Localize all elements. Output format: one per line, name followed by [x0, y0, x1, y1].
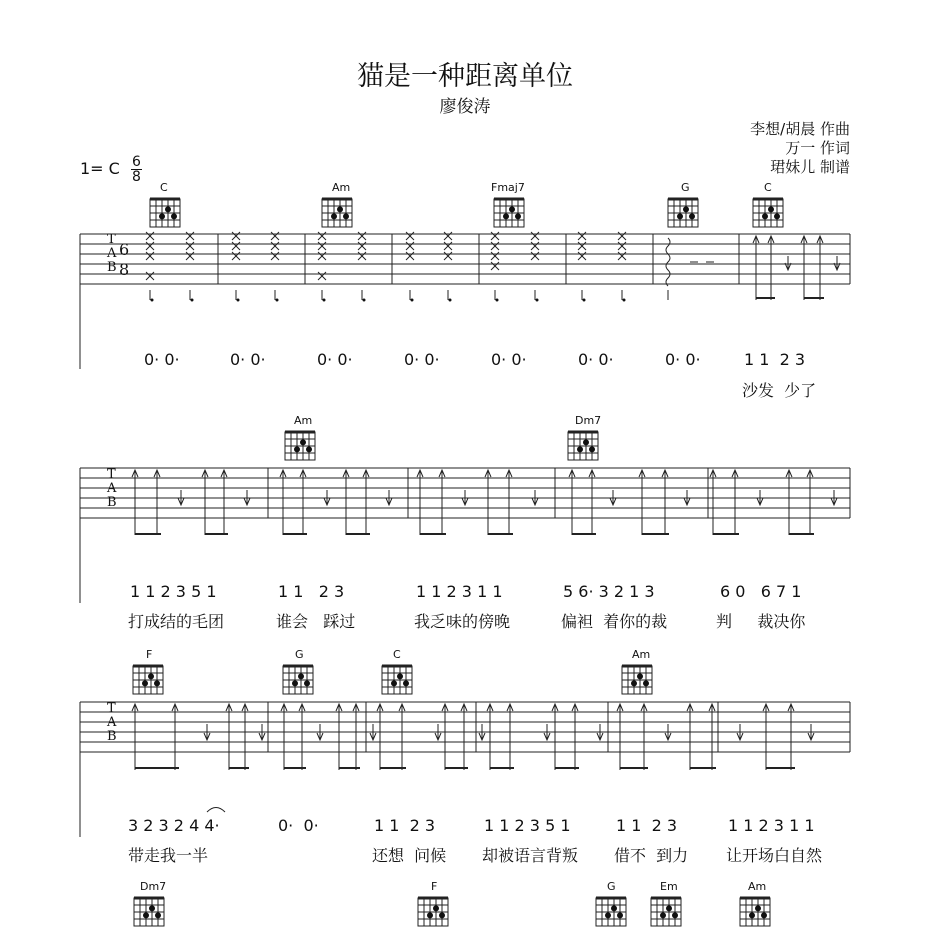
chord-finger: [306, 446, 312, 452]
tab-time-signature: [119, 240, 129, 280]
lyric-line: 偏袒 着你的裁: [561, 612, 668, 631]
tab-letter: A: [107, 481, 117, 496]
chord-finger: [611, 905, 617, 911]
chord-finger: [583, 439, 589, 445]
dot: [449, 299, 452, 302]
dot: [237, 299, 240, 302]
lyric-line: 让开场白自然: [726, 846, 823, 865]
notation-measure: 0· 0·: [230, 350, 266, 369]
dot: [411, 299, 414, 302]
chord-name: F: [431, 880, 438, 893]
notation-measure: 1 1 2 3: [744, 350, 806, 369]
dot: [151, 299, 154, 302]
chord-finger: [515, 213, 521, 219]
notation-measure: 0· 0·: [278, 816, 319, 835]
chord-finger: [292, 680, 298, 686]
chord-finger: [300, 439, 306, 445]
tab-letter: A: [107, 246, 117, 261]
chord-name: F: [146, 648, 153, 661]
chord-finger: [637, 673, 643, 679]
chord-finger: [509, 206, 515, 212]
dot: [323, 299, 326, 302]
dot: [496, 299, 499, 302]
chord-name: Dm7: [575, 414, 602, 427]
chord-finger: [391, 680, 397, 686]
chord-name: G: [295, 648, 304, 661]
lyric-line: 却被语言背叛: [482, 846, 579, 865]
chord-name: G: [607, 880, 616, 893]
chord-finger: [683, 206, 689, 212]
chord-finger: [617, 912, 623, 918]
tab-letter: A: [107, 715, 117, 730]
chord-finger: [755, 905, 761, 911]
chord-finger: [155, 912, 161, 918]
chord-name: Am: [748, 880, 767, 893]
song-title: 猫是一种距离单位: [357, 61, 573, 92]
lyricist-credit: 万一 作词: [785, 139, 850, 157]
chord-finger: [433, 905, 439, 911]
chord-finger: [149, 905, 155, 911]
notation-measure: 1 1 2 3: [374, 816, 436, 835]
chord-finger: [159, 213, 165, 219]
chord-finger: [143, 912, 149, 918]
chord-finger: [304, 680, 310, 686]
chord-name: Dm7: [140, 880, 167, 893]
chord-finger: [577, 446, 583, 452]
chord-finger: [142, 680, 148, 686]
notation-measure: 0· 0·: [144, 350, 180, 369]
notation-measure: 1 1 2 3: [278, 582, 345, 601]
notation-measure: 0· 0·: [317, 350, 353, 369]
lyric-line: 打成结的毛团: [128, 612, 225, 631]
chord-finger: [439, 912, 445, 918]
song-artist: 廖俊涛: [439, 97, 491, 117]
chord-finger: [148, 673, 154, 679]
chord-finger: [762, 213, 768, 219]
chord-finger: [768, 206, 774, 212]
tab-clef: [107, 233, 117, 275]
notation-measure: 0· 0·: [491, 350, 527, 369]
chord-finger: [171, 213, 177, 219]
lyric-line: 借不 到力: [614, 846, 689, 865]
tab-letter: T: [107, 232, 116, 247]
dot: [276, 299, 279, 302]
notation-measure: 1 1 2 3: [616, 816, 678, 835]
notation-measure: 3 2 3 2 4 4·: [128, 816, 220, 835]
lyric-line: 谁会 踩过: [276, 612, 356, 631]
arpeggio: [666, 238, 670, 286]
chord-name: Am: [294, 414, 313, 427]
chord-finger: [631, 680, 637, 686]
notation-measure: 0· 0·: [578, 350, 614, 369]
transcriber-credit: 珺妹儿 制谱: [770, 158, 850, 176]
chord-finger: [503, 213, 509, 219]
dot: [363, 299, 366, 302]
chord-finger: [343, 213, 349, 219]
notation-measure: 5 6· 3 2 1 3: [563, 582, 655, 601]
chord-name: Am: [632, 648, 651, 661]
notation-measure: 1 1 2 3 1 1: [728, 816, 815, 835]
chord-finger: [397, 673, 403, 679]
tab-letter: B: [107, 729, 117, 744]
chord-finger: [165, 206, 171, 212]
tab-time-num: 6: [119, 240, 130, 259]
chord-name: Fmaj7: [491, 181, 525, 194]
notation-measure: 0· 0·: [665, 350, 701, 369]
time-numerator: 6: [131, 154, 141, 170]
lyric-line: 判 裁决你: [716, 612, 806, 631]
tab-letter: T: [107, 467, 116, 482]
chord-name: Am: [332, 181, 351, 194]
time-denominator: 8: [131, 169, 141, 185]
chord-finger: [689, 213, 695, 219]
tab-clef: [107, 702, 117, 744]
chord-finger: [761, 912, 767, 918]
chord-name: C: [160, 181, 168, 194]
lyric-line: 带走我一半: [128, 846, 209, 865]
slur: [207, 808, 225, 813]
composer-credit: 李想/胡晨 作曲: [750, 120, 850, 138]
dot: [191, 299, 194, 302]
lyric-line: 我乏味的傍晚: [414, 612, 511, 631]
notation-measure: 1 1 2 3 5 1: [484, 816, 571, 835]
chord-name: G: [681, 181, 690, 194]
chord-finger: [774, 213, 780, 219]
tab-clef: [107, 468, 117, 510]
key-label: 1= C: [80, 159, 120, 178]
tab-letter: B: [107, 260, 117, 275]
dot: [623, 299, 626, 302]
notation-measure: 6 0 6 7 1: [720, 582, 802, 601]
chord-finger: [427, 912, 433, 918]
tab-letter: B: [107, 495, 117, 510]
chord-finger: [677, 213, 683, 219]
chord-finger: [666, 905, 672, 911]
chord-finger: [643, 680, 649, 686]
lyric-line: 沙发 少了: [742, 381, 817, 400]
tab-time-den: 8: [119, 260, 130, 279]
chord-finger: [403, 680, 409, 686]
chord-name: Em: [660, 880, 678, 893]
chord-finger: [589, 446, 595, 452]
lyric-line: 还想 问候: [372, 846, 447, 865]
chord-finger: [337, 206, 343, 212]
notation-measure: 1 1 2 3 1 1: [416, 582, 503, 601]
chord-finger: [298, 673, 304, 679]
chord-finger: [154, 680, 160, 686]
chord-finger: [660, 912, 666, 918]
chord-finger: [294, 446, 300, 452]
dot: [536, 299, 539, 302]
notation-measure: 1 1 2 3 5 1: [130, 582, 217, 601]
notation-measure: 0· 0·: [404, 350, 440, 369]
chord-name: C: [393, 648, 401, 661]
chord-finger: [672, 912, 678, 918]
chord-finger: [749, 912, 755, 918]
chord-finger: [605, 912, 611, 918]
chord-finger: [331, 213, 337, 219]
chord-name: C: [764, 181, 772, 194]
dot: [583, 299, 586, 302]
tab-letter: T: [107, 701, 116, 716]
